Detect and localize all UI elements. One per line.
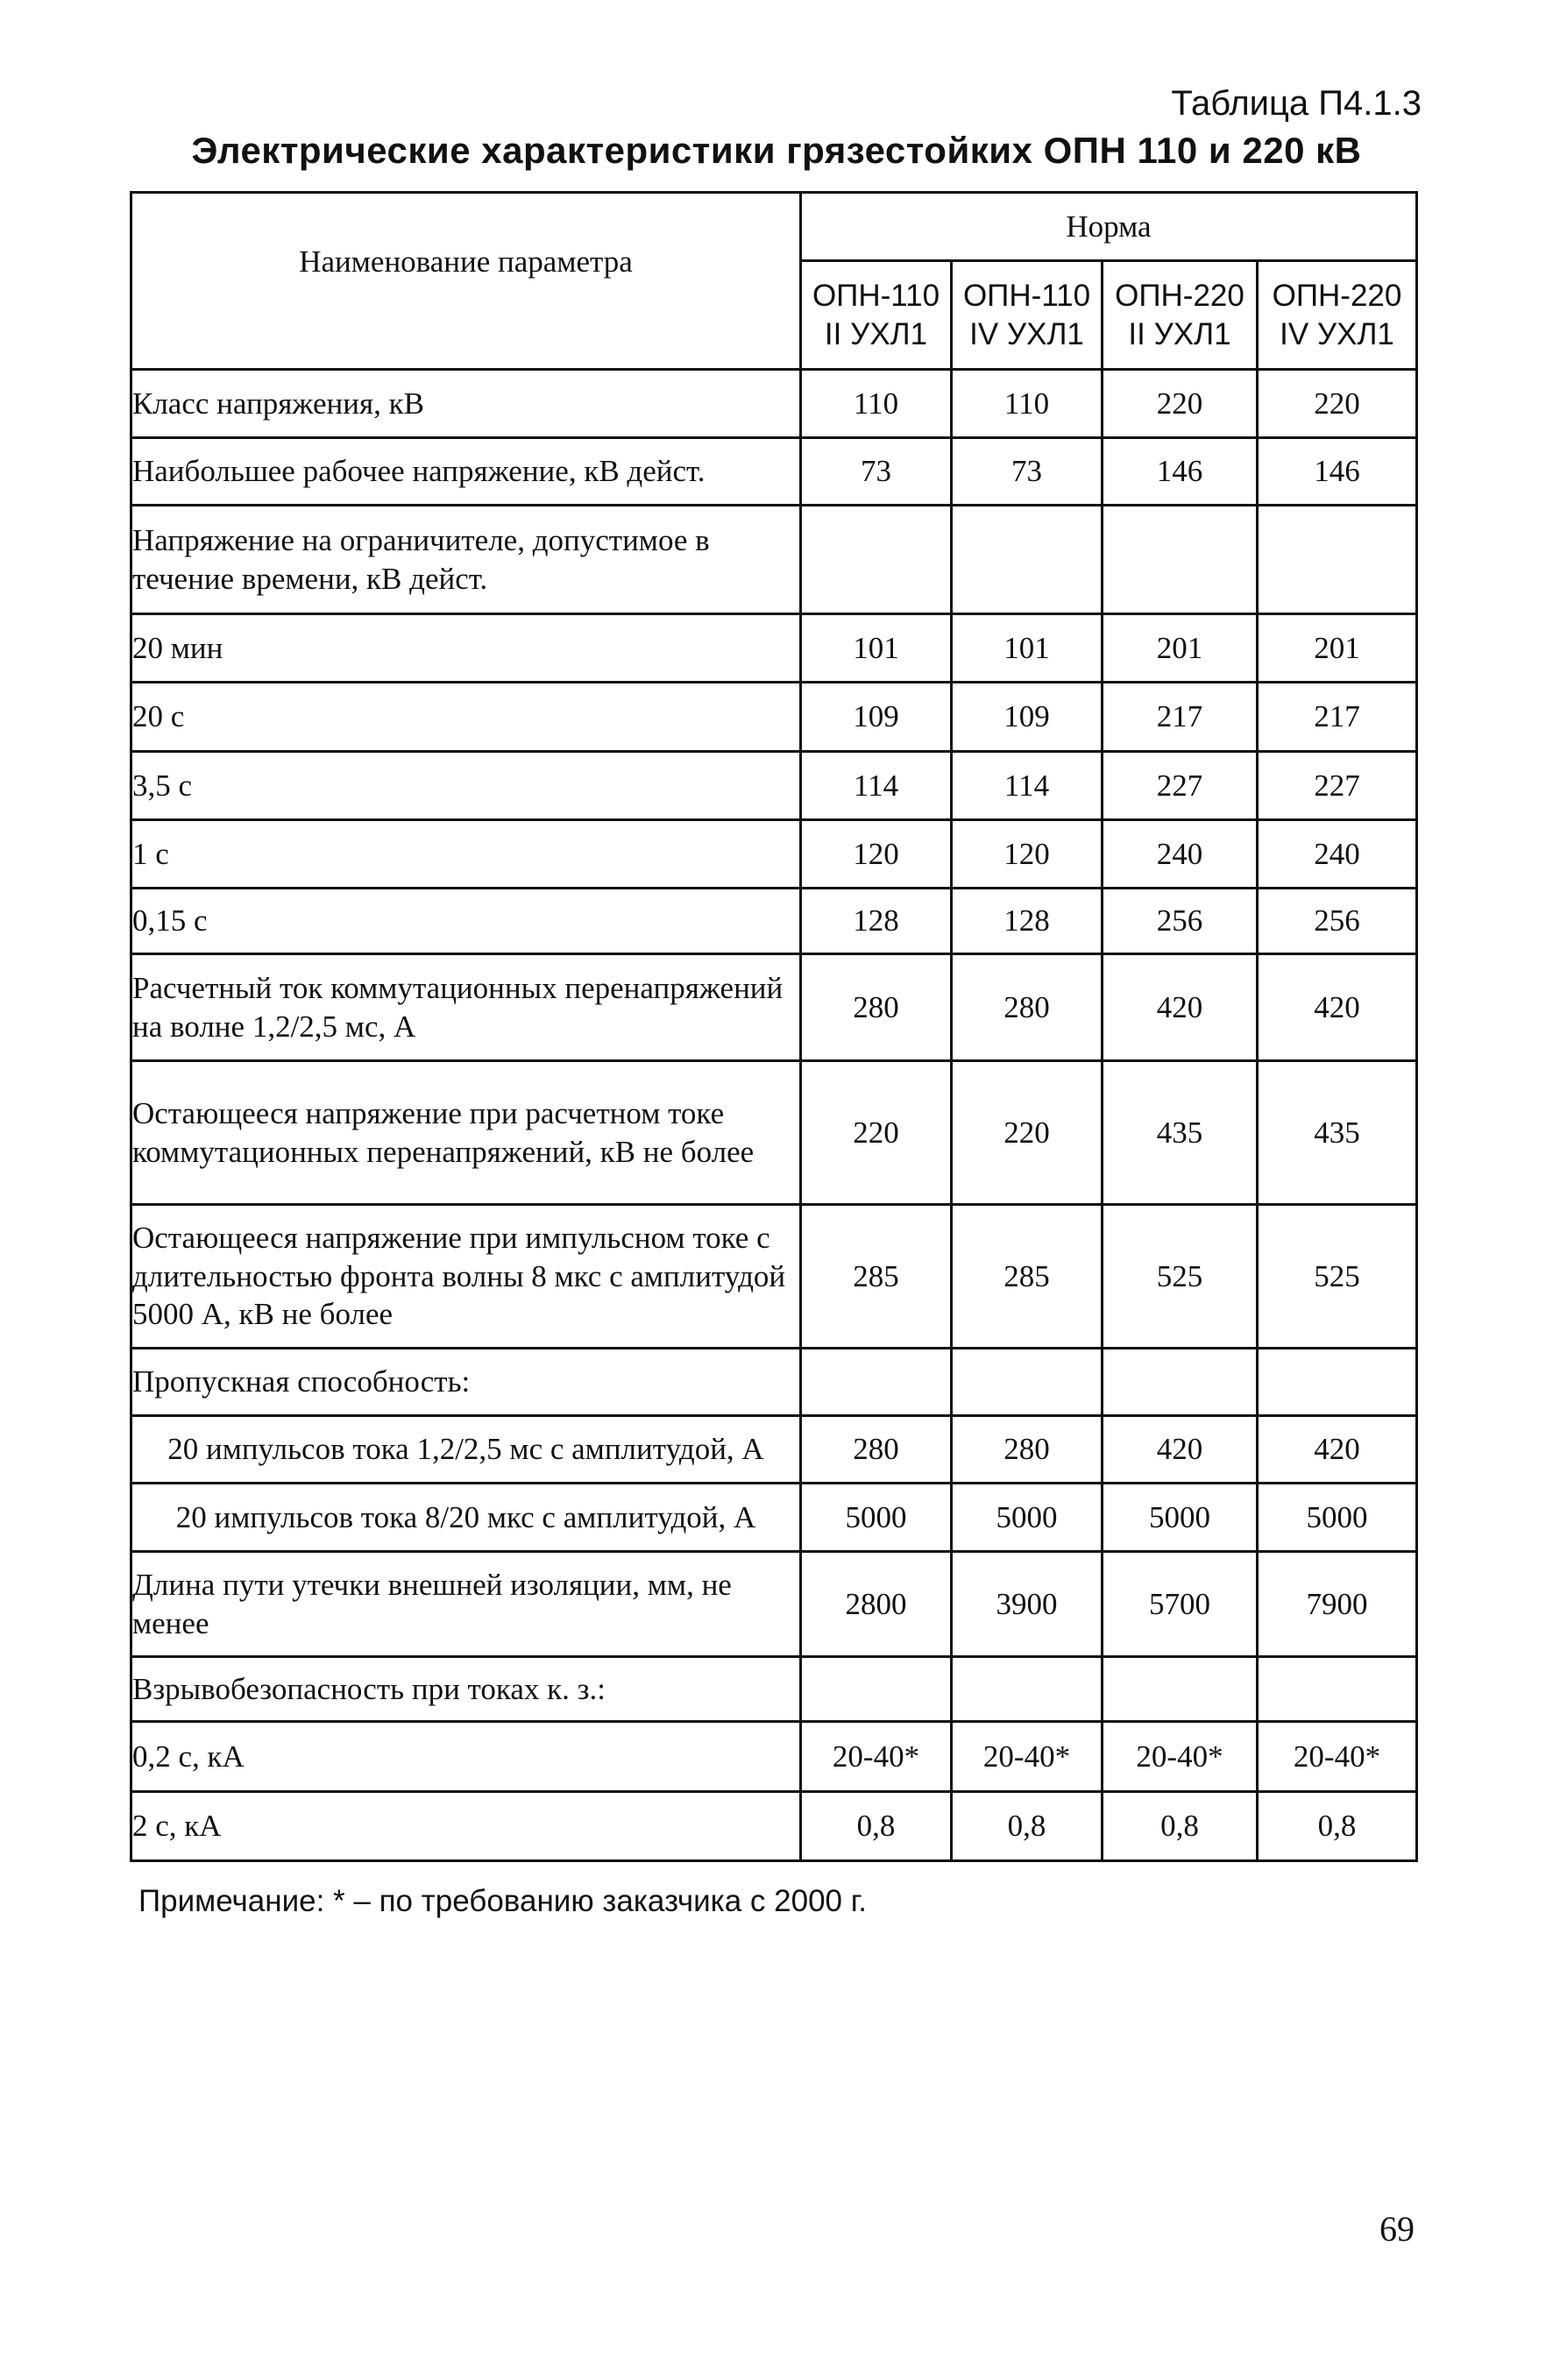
cell: 220 bbox=[952, 1061, 1103, 1205]
table-row bbox=[131, 752, 1417, 820]
cell: 227 bbox=[1258, 752, 1417, 820]
cell: 109 bbox=[801, 683, 952, 752]
cell bbox=[1258, 1349, 1417, 1416]
cell: 220 bbox=[1103, 370, 1258, 438]
table-label: Таблица П4.1.3 bbox=[1171, 84, 1422, 123]
table-row bbox=[131, 889, 1417, 954]
table-row bbox=[131, 820, 1417, 889]
cell: 7900 bbox=[1258, 1552, 1417, 1657]
table-row bbox=[131, 1552, 1417, 1657]
row-name: Взрывобезопасность при токах к. з.: bbox=[131, 1657, 801, 1722]
cell: 420 bbox=[1103, 954, 1258, 1061]
row-name: Пропускная способность: bbox=[131, 1349, 801, 1416]
cell bbox=[952, 1349, 1103, 1416]
table-title: Электрические характеристики грязестойких ОПН 110 и 220 кВ bbox=[191, 130, 1362, 171]
row-name: 2 с, кА bbox=[131, 1792, 801, 1861]
cell: 420 bbox=[1258, 954, 1417, 1061]
cell: 280 bbox=[801, 1416, 952, 1484]
table-row bbox=[131, 1792, 1417, 1861]
cell: 110 bbox=[952, 370, 1103, 438]
header-col-3: ОПН-220 II УХЛ1 bbox=[1103, 261, 1258, 370]
table-row bbox=[131, 1657, 1417, 1722]
cell: 227 bbox=[1103, 752, 1258, 820]
row-name: 0,2 с, кА bbox=[131, 1722, 801, 1792]
header-col-2: ОПН-110 IV УХЛ1 bbox=[952, 261, 1103, 370]
cell: 240 bbox=[1103, 820, 1258, 889]
cell: 0,8 bbox=[801, 1792, 952, 1861]
cell: 217 bbox=[1258, 683, 1417, 752]
table-row bbox=[131, 1349, 1417, 1416]
row-name: Наибольшее рабочее напряжение, кВ дейст. bbox=[131, 438, 801, 506]
cell: 146 bbox=[1103, 438, 1258, 506]
cell: 20-40* bbox=[1103, 1722, 1258, 1792]
cell: 280 bbox=[801, 954, 952, 1061]
cell: 435 bbox=[1258, 1061, 1417, 1205]
cell: 285 bbox=[952, 1205, 1103, 1349]
row-name: 20 с bbox=[131, 683, 801, 752]
cell: 256 bbox=[1258, 889, 1417, 954]
cell bbox=[1258, 506, 1417, 614]
cell: 114 bbox=[952, 752, 1103, 820]
header-col-4: ОПН-220 IV УХЛ1 bbox=[1258, 261, 1417, 370]
cell: 217 bbox=[1103, 683, 1258, 752]
cell: 256 bbox=[1103, 889, 1258, 954]
table-row bbox=[131, 1416, 1417, 1484]
header-col-1: ОПН-110 II УХЛ1 bbox=[801, 261, 952, 370]
cell: 20-40* bbox=[1258, 1722, 1417, 1792]
row-name: 20 мин bbox=[131, 614, 801, 683]
row-name: 20 импульсов тока 8/20 мкс с амплитудой, А bbox=[131, 1484, 801, 1552]
row-name: Напряжение на ограничителе, допустимое в течение времени, кВ дейст. bbox=[131, 506, 801, 614]
cell: 20-40* bbox=[952, 1722, 1103, 1792]
table-note: Примечание: * – по требованию заказчика с 2000 г. bbox=[138, 1884, 867, 1918]
cell: 120 bbox=[801, 820, 952, 889]
cell: 20-40* bbox=[801, 1722, 952, 1792]
cell: 201 bbox=[1103, 614, 1258, 683]
cell bbox=[1103, 506, 1258, 614]
characteristics-table bbox=[130, 191, 1418, 1862]
cell: 128 bbox=[801, 889, 952, 954]
table-row bbox=[131, 1722, 1417, 1792]
row-name: Остающееся напряжение при расчетном токе коммутационных перенапряжений, кВ не более bbox=[131, 1061, 801, 1205]
cell: 101 bbox=[801, 614, 952, 683]
table-row bbox=[131, 614, 1417, 683]
cell: 0,8 bbox=[1103, 1792, 1258, 1861]
table-row bbox=[131, 954, 1417, 1061]
row-name: Длина пути утечки внешней изоляции, мм, не менее bbox=[131, 1552, 801, 1657]
header-norma: Норма bbox=[801, 193, 1417, 261]
cell: 5000 bbox=[1258, 1484, 1417, 1552]
cell: 525 bbox=[1258, 1205, 1417, 1349]
row-name: 3,5 с bbox=[131, 752, 801, 820]
cell: 146 bbox=[1258, 438, 1417, 506]
header-parameter-name: Наименование параметра bbox=[131, 193, 801, 370]
row-name: Расчетный ток коммутационных перенапряжений на волне 1,2/2,5 мс, А bbox=[131, 954, 801, 1061]
row-name: Остающееся напряжение при импульсном токе с длительностью фронта волны 8 мкс с амплитудой 5000 А, кВ не более bbox=[131, 1205, 801, 1349]
cell bbox=[1258, 1657, 1417, 1722]
table-row bbox=[131, 438, 1417, 506]
row-name: 1 с bbox=[131, 820, 801, 889]
cell: 201 bbox=[1258, 614, 1417, 683]
table-row bbox=[131, 1061, 1417, 1205]
cell: 240 bbox=[1258, 820, 1417, 889]
cell bbox=[801, 1349, 952, 1416]
cell bbox=[801, 506, 952, 614]
cell: 5000 bbox=[952, 1484, 1103, 1552]
cell bbox=[952, 1657, 1103, 1722]
table-row bbox=[131, 506, 1417, 614]
cell bbox=[1103, 1349, 1258, 1416]
cell: 5000 bbox=[801, 1484, 952, 1552]
cell: 5000 bbox=[1103, 1484, 1258, 1552]
cell: 109 bbox=[952, 683, 1103, 752]
cell: 420 bbox=[1103, 1416, 1258, 1484]
cell: 285 bbox=[801, 1205, 952, 1349]
cell: 5700 bbox=[1103, 1552, 1258, 1657]
table-row bbox=[131, 683, 1417, 752]
cell: 420 bbox=[1258, 1416, 1417, 1484]
cell: 525 bbox=[1103, 1205, 1258, 1349]
row-name: 20 импульсов тока 1,2/2,5 мс с амплитудой, А bbox=[131, 1416, 801, 1484]
cell: 128 bbox=[952, 889, 1103, 954]
cell: 73 bbox=[952, 438, 1103, 506]
cell: 280 bbox=[952, 1416, 1103, 1484]
table-row bbox=[131, 370, 1417, 438]
cell: 110 bbox=[801, 370, 952, 438]
row-name: 0,15 с bbox=[131, 889, 801, 954]
cell: 220 bbox=[801, 1061, 952, 1205]
cell: 280 bbox=[952, 954, 1103, 1061]
row-name: Класс напряжения, кВ bbox=[131, 370, 801, 438]
cell bbox=[952, 506, 1103, 614]
cell: 0,8 bbox=[1258, 1792, 1417, 1861]
cell bbox=[801, 1657, 952, 1722]
cell: 2800 bbox=[801, 1552, 952, 1657]
cell: 114 bbox=[801, 752, 952, 820]
page-number: 69 bbox=[1379, 2209, 1415, 2249]
cell: 0,8 bbox=[952, 1792, 1103, 1861]
cell: 120 bbox=[952, 820, 1103, 889]
cell bbox=[1103, 1657, 1258, 1722]
table-row bbox=[131, 1484, 1417, 1552]
cell: 435 bbox=[1103, 1061, 1258, 1205]
cell: 73 bbox=[801, 438, 952, 506]
cell: 220 bbox=[1258, 370, 1417, 438]
cell: 3900 bbox=[952, 1552, 1103, 1657]
table-row bbox=[131, 1205, 1417, 1349]
cell: 101 bbox=[952, 614, 1103, 683]
